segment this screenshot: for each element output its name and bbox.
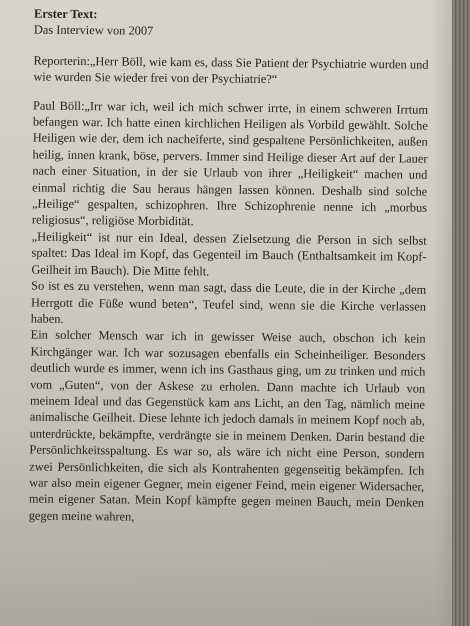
section-subtitle: Das Interview von 2007	[33, 22, 154, 39]
page-text	[29, 6, 429, 528]
page-edges	[452, 0, 470, 626]
paragraph-answer: Paul Böll:„Irr war ich, weil ich mich schwer irrte, in einem schweren Irrtum befangen war. Ich hatte einen kirchlichen Heiligen als Vorbild gewählt. Solche Heiligen wie der, dem ich nacheiferte, sind gespaltene Persönlichkeiten, außen heilig, innen krank, böse, pervers. Immer sind Heilige dieser Art auf der Lauer nach einer Situation, in der sie Urlaub von ihrer „Heiligkeit“ machen und einmal richtig die Sau heraus hängen lassen können. Deshalb sind solche „Heilige“ gespalten, schizophren. Ihre Schizophrenie nenne ich „morbus religiosus“, religiöse Morbidität.	[31, 98, 429, 229]
paragraph-self: Ein solcher Mensch war ich in gewisser Weise auch, obschon ich kein Kirchgänger war. Ich war sozusagen ebenfalls ein Scheinheiliger. Besonders deutlich wurde es immer, wenn ich ins Gasthaus ging, um zu trinken und mich vom „Guten“, von der Askese zu erholen. Dann machte ich Urlaub von meinem Ideal und das Gegenstück kam ans Licht, an den Tag, nämlich meine animalische Geilheit. Diese lehnte ich jedoch damals in meinem Kopf noch ab, unterdrückte, bekämpfte, verdrängte sie in meinem Denken. Darin bestand die Persönlichkeitsspaltung. Es war so, als wäre ich nicht eine Person, sondern zwei Persönlichkeiten, die sich als Kontrahenten gegenseitig bekämpfen. Ich war also mein eigener Gegner, mein eigener Feind, mein eigener Widersacher, mein eigener Satan. Mein Kopf kämpfte gegen meinen Bauch, mein Denken gegen meine wahren,	[28, 327, 426, 524]
paragraph-ideal: „Heiligkeit“ ist nur ein Ideal, dessen Zielsetzung die Person in sich selbst spaltet: Das Ideal im Kopf, das Gegenteil im Bauch (Enthaltsamkeit im Kopf-Geilheit im Bauch). Die Mitte fehlt.	[31, 229, 427, 279]
paragraph-question: Reporterin:„Herr Böll, wie kam es, dass Sie Patient der Psychiatrie wurden und wie wurden Sie wieder frei von der Psychiatrie?“	[33, 53, 429, 87]
paragraph-church: So ist es zu verstehen, wenn man sagt, dass die Leute, die in der Kirche „dem Herrgott die Füße wund beten“, Teufel sind, wenn sie die Kirche verlassen haben.	[30, 278, 427, 326]
section-title: Erster Text:	[33, 6, 98, 22]
